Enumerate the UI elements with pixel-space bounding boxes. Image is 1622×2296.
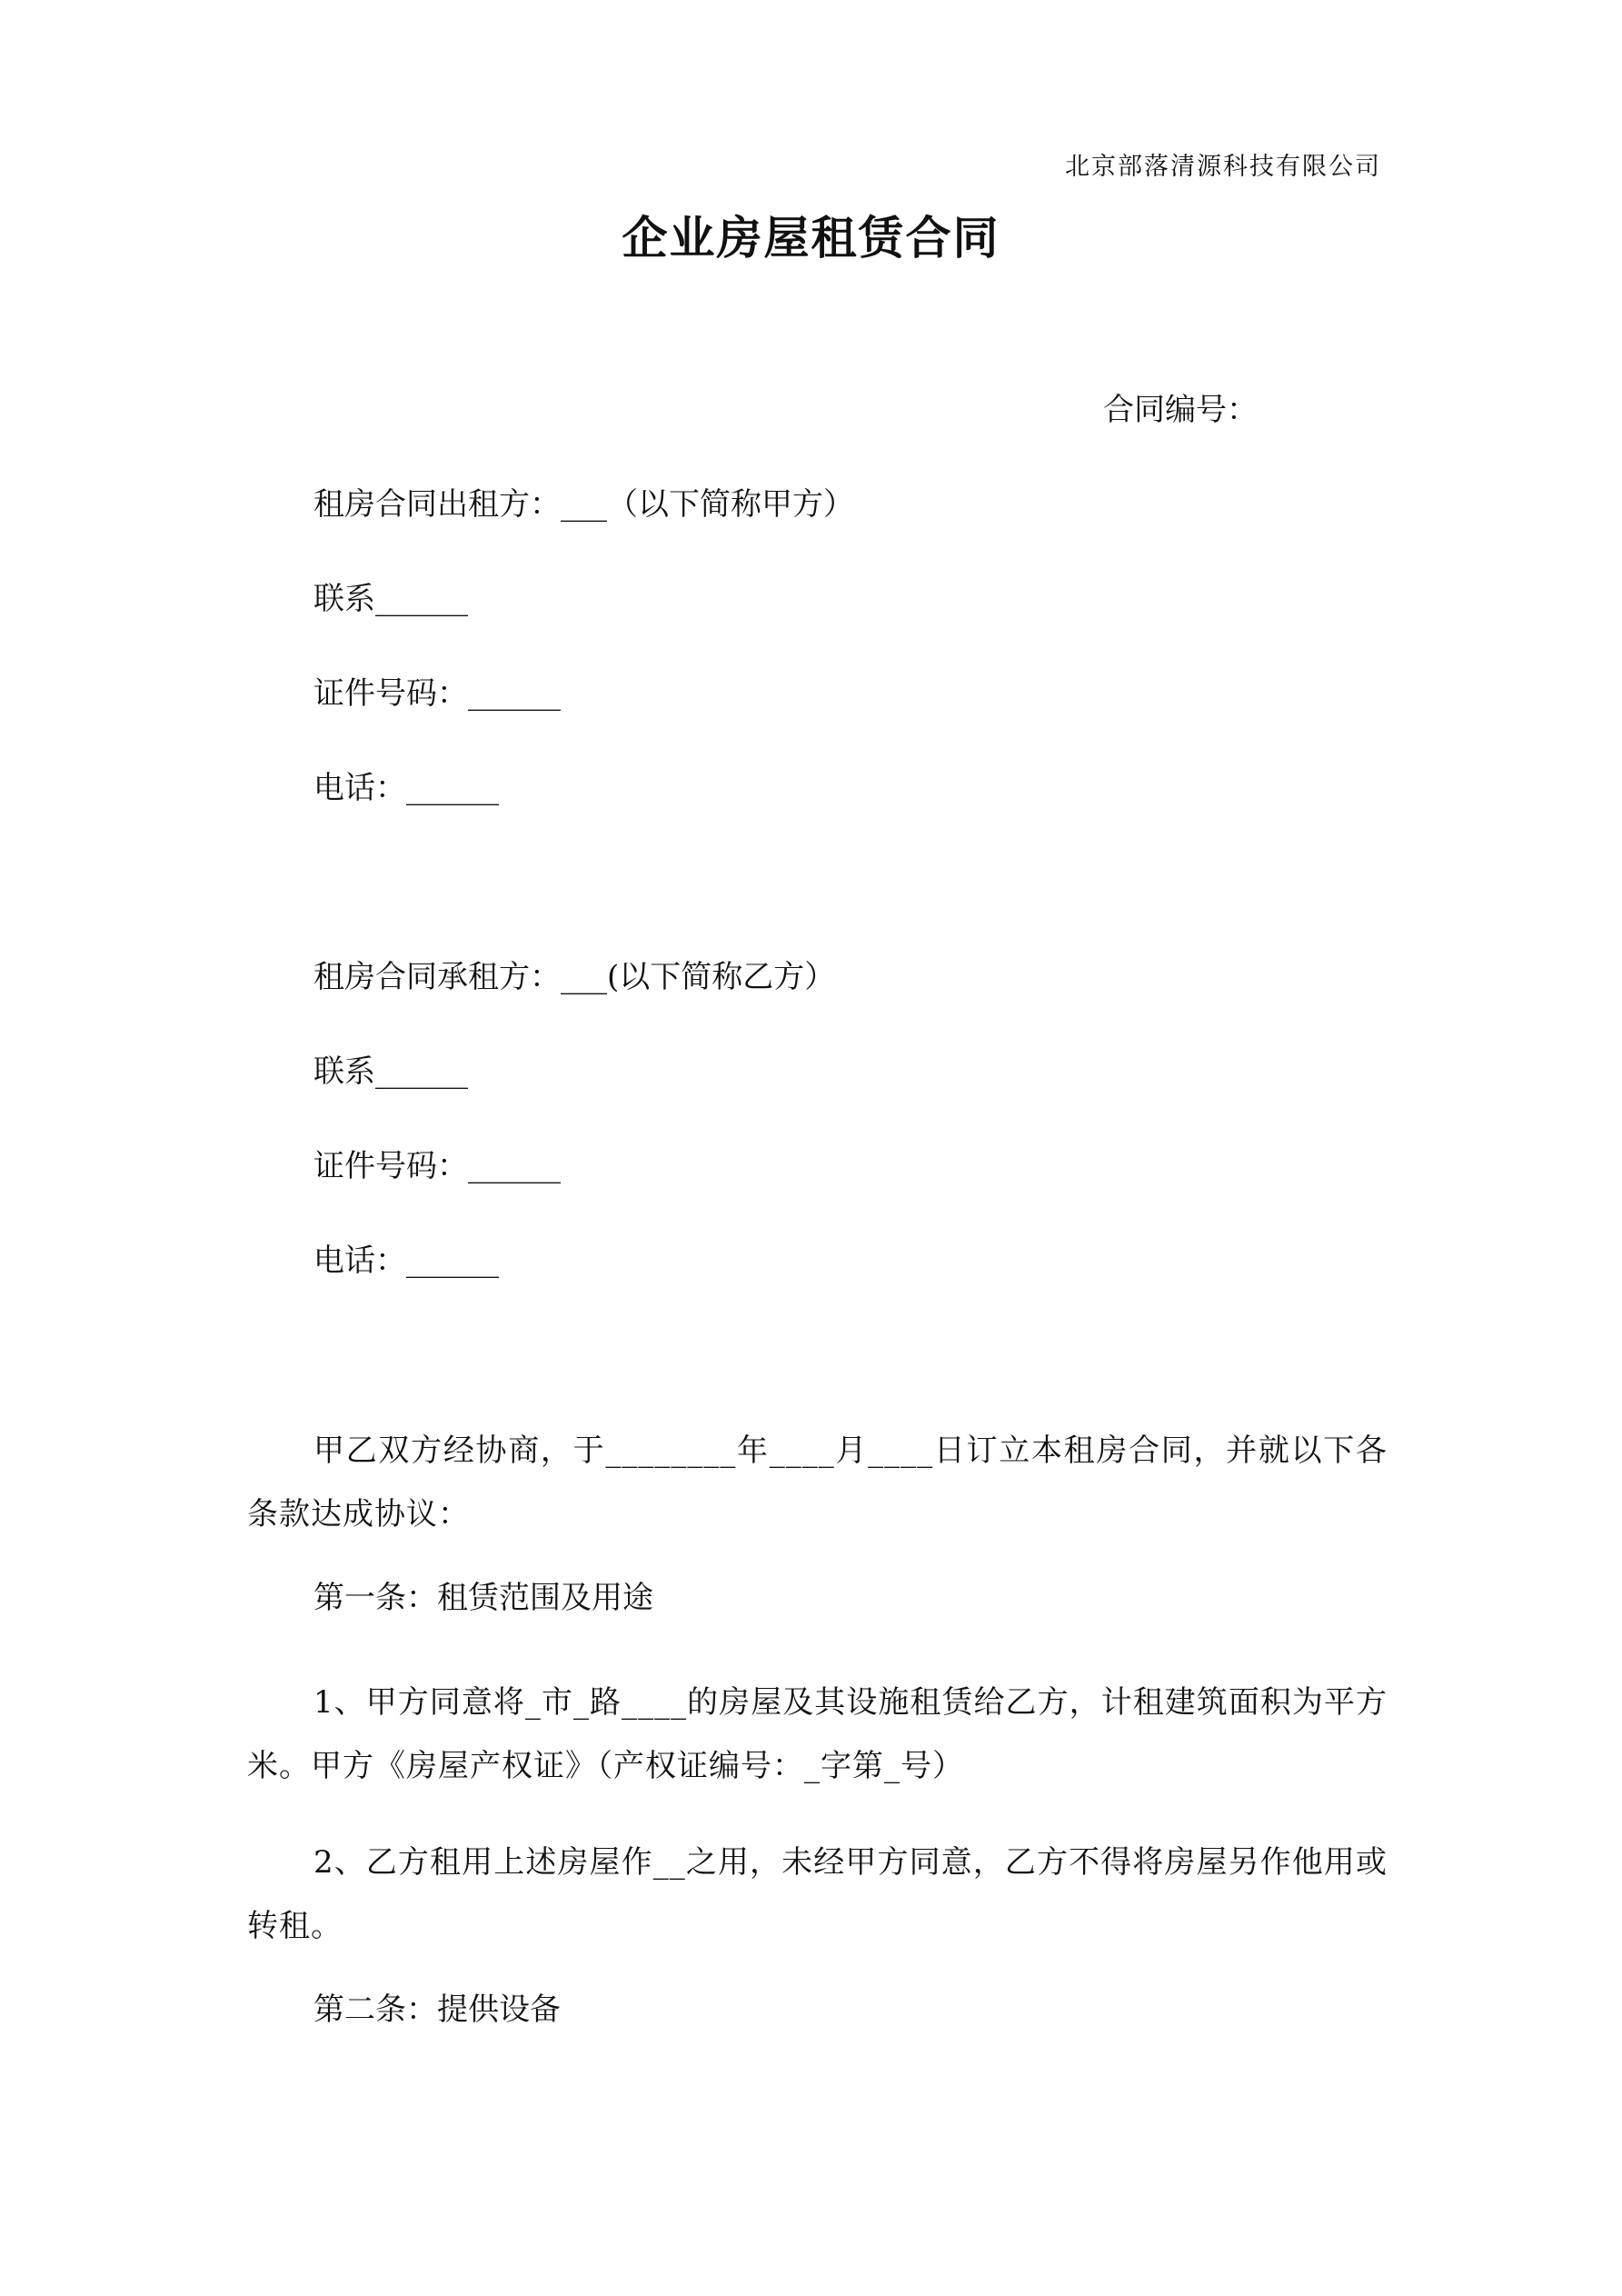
document-title: 企业房屋租赁合同 bbox=[622, 212, 1000, 265]
header-company-name: 北京部落清源科技有限公司 bbox=[1065, 153, 1381, 181]
article-2-heading: 第二条：提供设备 bbox=[313, 1992, 561, 2028]
article-1-heading: 第一条：租赁范围及用途 bbox=[313, 1580, 653, 1616]
party-b-name-line: 租房合同承租方：___(以下简称乙方） bbox=[313, 959, 836, 995]
party-b-id-number-line: 证件号码：______ bbox=[313, 1148, 561, 1184]
contract-number-label: 合同编号： bbox=[1103, 392, 1258, 428]
party-b-contact-line: 联系______ bbox=[313, 1053, 468, 1090]
party-a-phone-line: 电话：______ bbox=[313, 770, 499, 806]
article-1-item-1-paragraph: 1、甲方同意将_市_路____的房屋及其设施租赁给乙方，计租建筑面积为平方米。甲方《房屋产权证》（产权证编号：_字第_号） bbox=[247, 1684, 1388, 1784]
party-a-contact-line: 联系______ bbox=[313, 581, 468, 617]
party-a-id-number-line: 证件号码：______ bbox=[313, 675, 561, 712]
party-b-phone-line: 电话：______ bbox=[313, 1243, 499, 1279]
agreement-intro-paragraph: 甲乙双方经协商，于________年____月____日订立本租房合同，并就以下各条款达成协议： bbox=[247, 1433, 1388, 1532]
article-1-item-2-paragraph: 2、乙方租用上述房屋作__之用，未经甲方同意，乙方不得将房屋另作他用或转租。 bbox=[247, 1844, 1388, 1944]
party-a-name-line: 租房合同出租方：___（以下简称甲方） bbox=[313, 486, 854, 523]
